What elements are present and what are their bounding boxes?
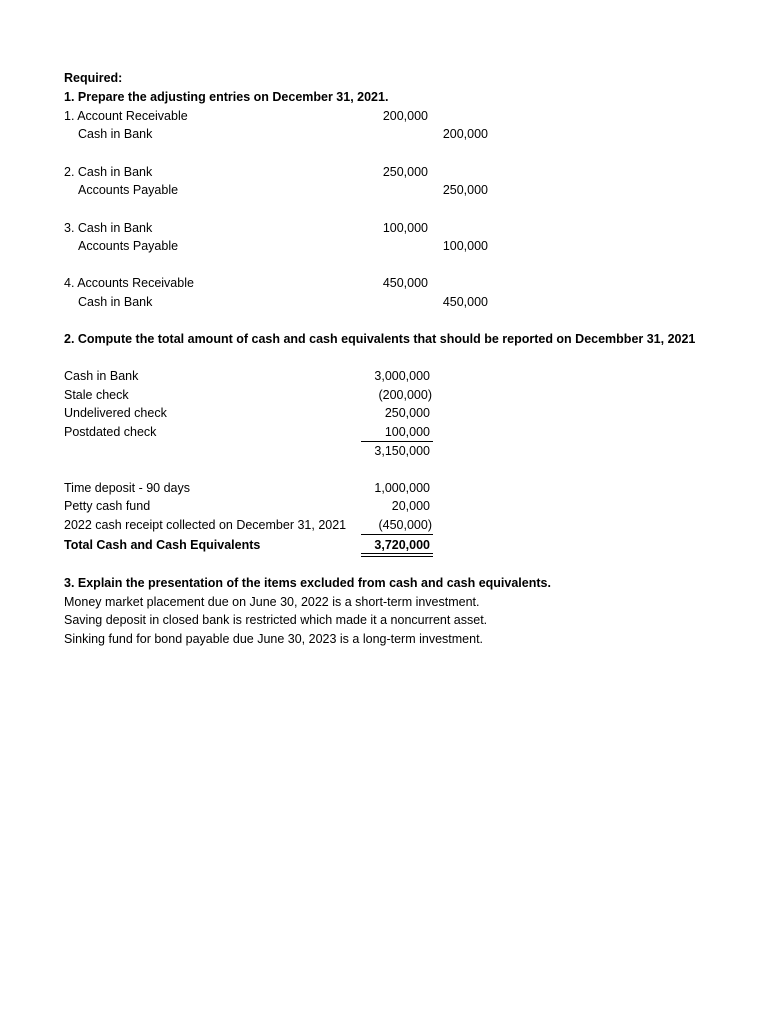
entry-2-debit-account: 2. Cash in Bank bbox=[64, 165, 153, 179]
entry-4-credit-account: Cash in Bank bbox=[78, 295, 153, 309]
bank-item-label: Stale check bbox=[64, 388, 129, 402]
bank-subtotal-amount: 3,150,000 bbox=[374, 444, 430, 458]
explanation-line: Saving deposit in closed bank is restricted which made it a noncurrent asset. bbox=[64, 613, 488, 627]
entry-3-credit-account: Accounts Payable bbox=[78, 239, 179, 253]
other-item-label: Time deposit - 90 days bbox=[64, 481, 190, 495]
other-item-amount: 20,000 bbox=[391, 499, 430, 513]
bank-item-amount: 3,000,000 bbox=[374, 369, 430, 383]
entry-2-debit-amount: 250,000 bbox=[382, 165, 428, 179]
bank-item-amount: (200,000) bbox=[378, 388, 432, 402]
bank-item-amount: 100,000 bbox=[384, 425, 430, 439]
entry-1-credit-account: Cash in Bank bbox=[78, 127, 153, 141]
entry-3-debit-amount: 100,000 bbox=[382, 221, 428, 235]
bank-item-label: Cash in Bank bbox=[64, 369, 139, 383]
total-label: Total Cash and Cash Equivalents bbox=[64, 538, 261, 552]
part2-title: 2. Compute the total amount of cash and cash equivalents that should be reported on Decembber 31, 2021 bbox=[64, 332, 696, 346]
entry-4-debit-amount: 450,000 bbox=[382, 276, 428, 290]
entry-1-credit-amount: 200,000 bbox=[442, 127, 488, 141]
other-item-amount: 1,000,000 bbox=[374, 481, 430, 495]
other-item-label: 2022 cash receipt collected on December 31, 2021 bbox=[64, 518, 347, 532]
total-double-rule-upper bbox=[361, 553, 433, 554]
bank-item-amount: 250,000 bbox=[384, 406, 430, 420]
total-double-rule-lower bbox=[361, 556, 433, 557]
entry-1-debit-account: 1. Account Receivable bbox=[64, 109, 188, 123]
part1-title: 1. Prepare the adjusting entries on December 31, 2021. bbox=[64, 90, 389, 104]
subtotal-rule bbox=[361, 441, 433, 442]
total-amount: 3,720,000 bbox=[374, 538, 430, 552]
required-heading: Required: bbox=[64, 71, 123, 85]
bank-item-label: Postdated check bbox=[64, 425, 157, 439]
other-item-label: Petty cash fund bbox=[64, 499, 151, 513]
entry-1-debit-amount: 200,000 bbox=[382, 109, 428, 123]
explanation-line: Sinking fund for bond payable due June 30, 2023 is a long-term investment. bbox=[64, 632, 484, 646]
entry-4-debit-account: 4. Accounts Receivable bbox=[64, 276, 194, 290]
entry-2-credit-amount: 250,000 bbox=[442, 183, 488, 197]
entry-2-credit-account: Accounts Payable bbox=[78, 183, 179, 197]
part3-title: 3. Explain the presentation of the items excluded from cash and cash equivalents. bbox=[64, 576, 551, 590]
entry-3-debit-account: 3. Cash in Bank bbox=[64, 221, 153, 235]
other-item-amount: (450,000) bbox=[378, 518, 432, 532]
total-top-rule bbox=[361, 534, 433, 535]
bank-item-label: Undelivered check bbox=[64, 406, 167, 420]
entry-4-credit-amount: 450,000 bbox=[442, 295, 488, 309]
entry-3-credit-amount: 100,000 bbox=[442, 239, 488, 253]
explanation-line: Money market placement due on June 30, 2022 is a short-term investment. bbox=[64, 595, 480, 609]
